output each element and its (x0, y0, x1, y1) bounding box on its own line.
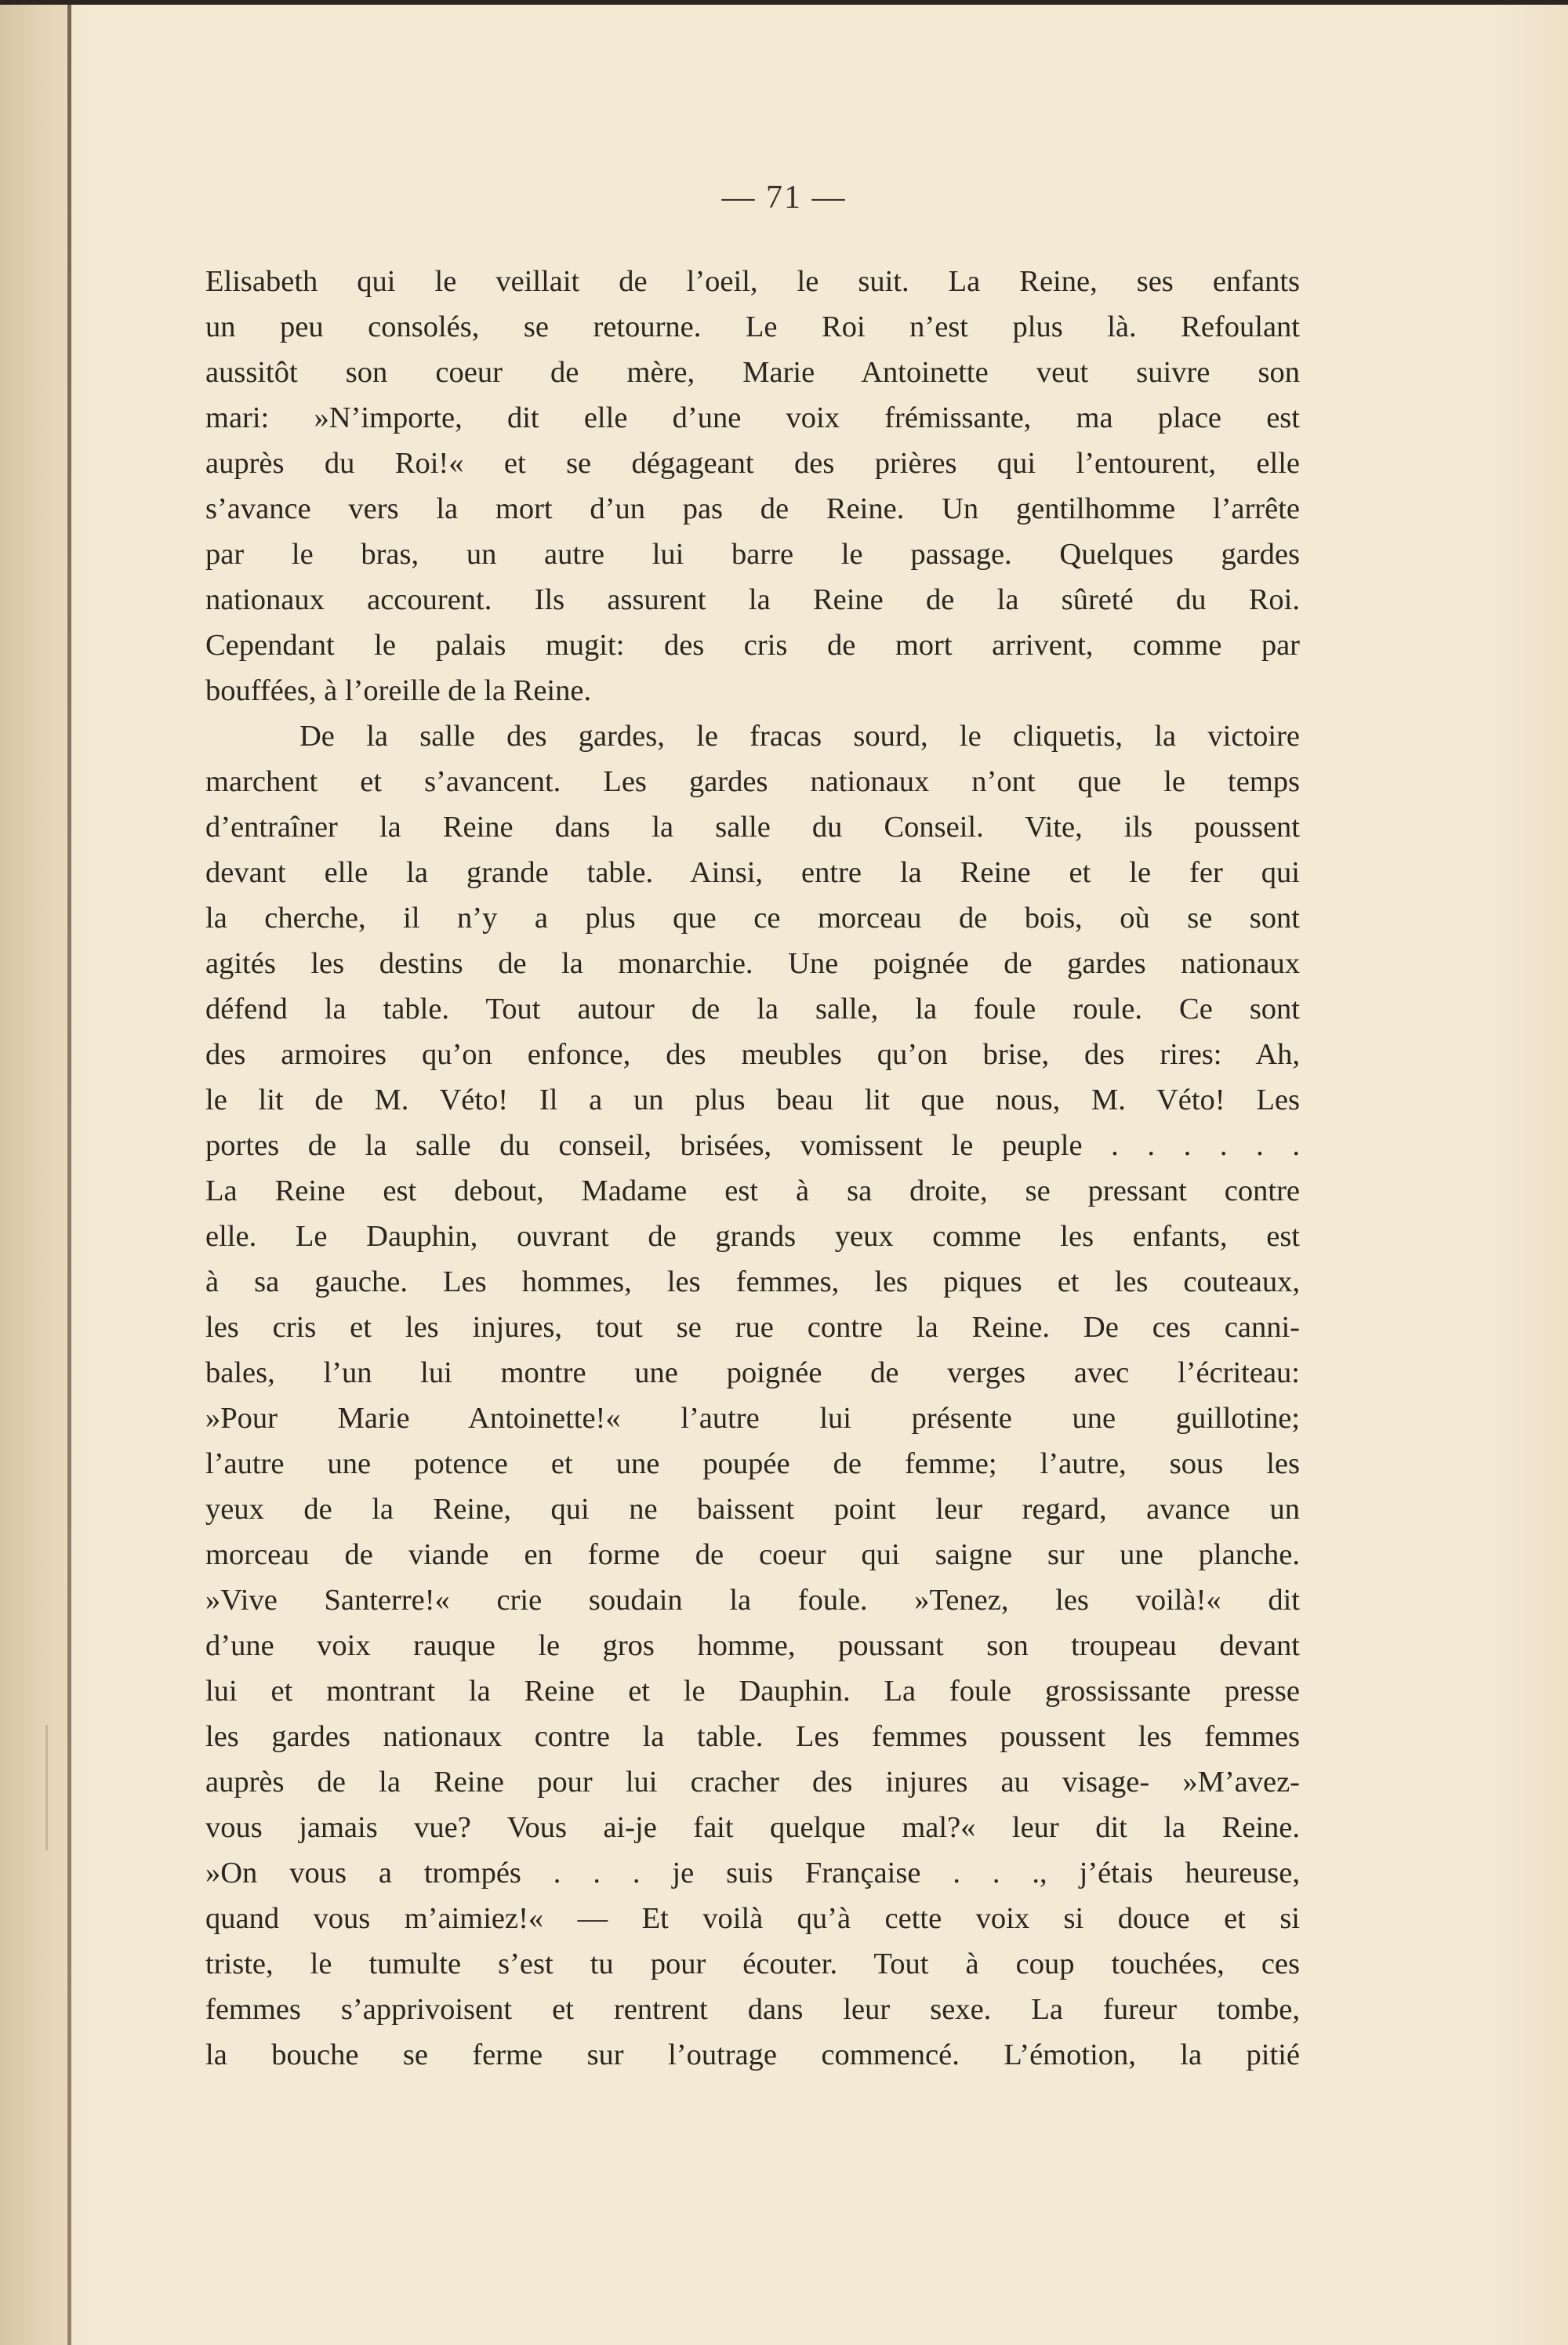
text-line: l’autre une potence et une poupée de femme; l’autre, sous les (205, 1447, 1300, 1480)
text-line: d’entraîner la Reine dans la salle du Conseil. Vite, ils poussent (205, 811, 1300, 844)
text-line: nationaux accourent. Ils assurent la Reine de la sûreté du Roi. (205, 583, 1300, 616)
top-border (0, 0, 1568, 5)
text-line: la bouche se ferme sur l’outrage commencé. L’émotion, la pitié (205, 2038, 1300, 2071)
text-line: s’avance vers la mort d’un pas de Reine. Un gentilhomme l’arrête (205, 492, 1300, 525)
text-line: quand vous m’aimiez!« — Et voilà qu’à cette voix si douce et si (205, 1902, 1300, 1935)
paragraph-end-line: bouffées, à l’oreille de la Reine. (205, 674, 592, 707)
binding-gutter (0, 0, 67, 2345)
body-text (205, 259, 1300, 2078)
text-line: lui et montrant la Reine et le Dauphin. La foule grossissante presse (205, 1675, 1300, 1708)
text-line: les cris et les injures, tout se rue contre la Reine. De ces canni- (205, 1311, 1300, 1344)
text-line: Cependant le palais mugit: des cris de mort arrivent, comme par (205, 629, 1300, 662)
text-line: à sa gauche. Les hommes, les femmes, les piques et les couteaux, (205, 1265, 1300, 1298)
text-line: elle. Le Dauphin, ouvrant de grands yeux comme les enfants, est (205, 1220, 1300, 1253)
text-line: marchent et s’avancent. Les gardes nationaux n’ont que le temps (205, 765, 1300, 798)
text-line: portes de la salle du conseil, brisées, vomissent le peuple . . . . . . (205, 1129, 1300, 1162)
text-line: les gardes nationaux contre la table. Les femmes poussent les femmes (205, 1720, 1300, 1753)
text-line: agités les destins de la monarchie. Une poignée de gardes nationaux (205, 947, 1300, 980)
text-line: morceau de viande en forme de coeur qui saigne sur une planche. (205, 1538, 1300, 1571)
text-line: auprès de la Reine pour lui cracher des injures au visage- »M’avez- (205, 1766, 1300, 1799)
text-line: Elisabeth qui le veillait de l’oeil, le suit. La Reine, ses enfants (205, 265, 1300, 298)
binding-edge-line (67, 0, 71, 2345)
text-line: La Reine est debout, Madame est à sa droite, se pressant contre (205, 1174, 1300, 1207)
text-line: un peu consolés, se retourne. Le Roi n’est plus là. Refoulant (205, 310, 1300, 343)
text-line: bales, l’un lui montre une poignée de verges avec l’écriteau: (205, 1356, 1300, 1389)
text-line: devant elle la grande table. Ainsi, entre la Reine et le fer qui (205, 856, 1300, 889)
text-line: triste, le tumulte s’est tu pour écouter. Tout à coup touchées, ces (205, 1948, 1300, 1980)
text-line: yeux de la Reine, qui ne baissent point leur regard, avance un (205, 1493, 1300, 1526)
text-line: aussitôt son coeur de mère, Marie Antoinette veut suivre son (205, 356, 1300, 389)
text-line: la cherche, il n’y a plus que ce morceau de bois, où se sont (205, 902, 1300, 935)
paragraph-start-line: De la salle des gardes, le fracas sourd, le cliquetis, la victoire (299, 720, 1300, 753)
text-line: mari: »N’importe, dit elle d’une voix frémissante, ma place est (205, 401, 1300, 434)
text-line: »Vive Santerre!« crie soudain la foule. »Tenez, les voilà!« dit (205, 1584, 1300, 1617)
binding-crease (45, 1725, 48, 1850)
text-line: auprès du Roi!« et se dégageant des prières qui l’entourent, elle (205, 447, 1300, 480)
text-line: défend la table. Tout autour de la salle, la foule roule. Ce sont (205, 993, 1300, 1025)
text-line: le lit de M. Véto! Il a un plus beau lit que nous, M. Véto! Les (205, 1084, 1300, 1116)
text-line: »Pour Marie Antoinette!« l’autre lui présente une guillotine; (205, 1402, 1300, 1435)
text-line: vous jamais vue? Vous ai-je fait quelque mal?« leur dit la Reine. (205, 1811, 1300, 1844)
text-line: par le bras, un autre lui barre le passage. Quelques gardes (205, 538, 1300, 571)
text-line: d’une voix rauque le gros homme, poussant son troupeau devant (205, 1629, 1300, 1662)
page-number: — 71 — (721, 180, 847, 216)
text-line: femmes s’apprivoisent et rentrent dans leur sexe. La fureur tombe, (205, 1993, 1300, 2026)
text-line: »On vous a trompés . . . je suis Française . . ., j’étais heureuse, (205, 1857, 1300, 1889)
text-line: des armoires qu’on enfonce, des meubles qu’on brise, des rires: Ah, (205, 1038, 1300, 1071)
